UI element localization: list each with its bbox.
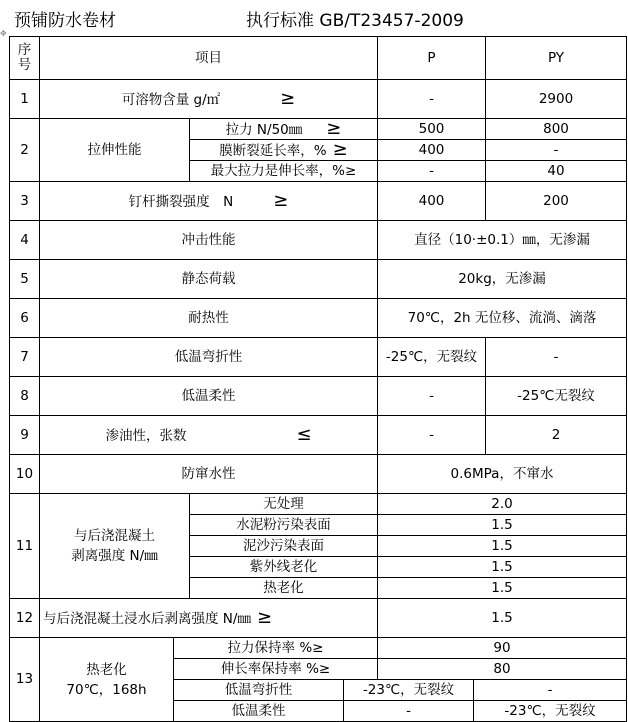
row-number: 11 (10, 494, 40, 599)
table-row (10, 221, 627, 260)
shared-value: 0.6MPa，不窜水 (378, 455, 627, 494)
row-number: 8 (10, 377, 40, 416)
p-value: - (378, 161, 486, 182)
p-value: - (378, 377, 486, 416)
row-number: 5 (10, 260, 40, 299)
shared-value: 1.5 (378, 599, 627, 638)
header-no: 序 号 (10, 37, 40, 80)
row-item: 耐热性 (40, 299, 378, 338)
shared-value: 直径（10·±0.1）㎜，无渗漏 (378, 221, 627, 260)
row-item: 静态荷载 (40, 260, 378, 299)
p-value: - (378, 416, 486, 455)
py-value: 800 (486, 119, 627, 140)
sub-item: 泥沙污染表面 (190, 536, 378, 557)
sub-item: 低温柔性 (174, 701, 344, 722)
header-item: 项目 (40, 37, 378, 80)
row-number: 10 (10, 455, 40, 494)
sub-item: 低温弯折性 (174, 680, 344, 701)
shared-value: 1.5 (378, 578, 627, 599)
gte-symbol: ≥ (256, 606, 273, 628)
row-number: 13 (10, 638, 40, 722)
table-row (10, 377, 627, 416)
shared-value: 20kg，无渗漏 (378, 260, 627, 299)
py-value: - (486, 338, 627, 377)
sub-item: 热老化 (190, 578, 378, 599)
row-number: 2 (10, 119, 40, 182)
row-item: 低温弯折性 (40, 338, 378, 377)
sub-item: 伸长率保持率 %≥ (174, 659, 378, 680)
table-row (10, 119, 627, 140)
table-row (10, 338, 627, 377)
p-value: - (344, 701, 474, 722)
row-group: 热老化 70℃，168h (40, 638, 174, 722)
p-value: 500 (378, 119, 486, 140)
p-value: - (378, 80, 486, 119)
sub-item: 拉力 N/50㎜ ≥ (190, 119, 378, 140)
p-value: -25℃，无裂纹 (378, 338, 486, 377)
table-row (10, 80, 627, 119)
p-value: 400 (378, 182, 486, 221)
row-item: 防窜水性 (40, 455, 378, 494)
lte-symbol: ≤ (296, 423, 312, 445)
shared-value: 70℃，2h 无位移、流淌、滴落 (378, 299, 627, 338)
py-value: -23℃，无裂纹 (474, 701, 627, 722)
p-value: 400 (378, 140, 486, 161)
sub-item: 紫外线老化 (190, 557, 378, 578)
row-item: 与后浇混凝土浸水后剥离强度 N/㎜ ≥ (40, 599, 378, 638)
table-row (10, 455, 627, 494)
table-row (10, 638, 627, 659)
table-move-handle-icon[interactable]: ✥ (0, 29, 7, 38)
header-p: P (378, 37, 486, 80)
shared-value: 80 (378, 659, 627, 680)
p-value: -23℃，无裂纹 (344, 680, 474, 701)
document-title: 预铺防水卷材 (14, 11, 116, 31)
shared-value: 1.5 (378, 557, 627, 578)
py-value: -25℃无裂纹 (486, 377, 627, 416)
py-value: 2900 (486, 80, 627, 119)
spec-table (9, 36, 627, 722)
shared-value: 2.0 (378, 494, 627, 515)
py-value: 40 (486, 161, 627, 182)
shared-value: 90 (378, 638, 627, 659)
sub-item: 膜断裂延长率，% ≥ (190, 140, 378, 161)
standard-reference: 执行标准 GB/T23457-2009 (246, 11, 464, 31)
row-item: 钉杆撕裂强度 N ≥ (40, 182, 378, 221)
row-group: 拉伸性能 (40, 119, 190, 182)
row-item: 渗油性，张数 ≤ (40, 416, 378, 455)
shared-value: 1.5 (378, 536, 627, 557)
py-value: - (474, 680, 627, 701)
gte-symbol: ≥ (280, 87, 296, 109)
py-value: - (486, 140, 627, 161)
table-row (10, 299, 627, 338)
table-row (10, 182, 627, 221)
table-header-row (10, 37, 627, 80)
py-value: 2 (486, 416, 627, 455)
row-group: 与后浇混凝土 剥离强度 N/㎜ (40, 494, 190, 599)
sub-item: 拉力保持率 %≥ (174, 638, 378, 659)
row-number: 7 (10, 338, 40, 377)
table-row (10, 494, 627, 515)
document-header (0, 0, 628, 34)
table-row (10, 260, 627, 299)
row-number: 1 (10, 80, 40, 119)
sub-item: 水泥粉污染表面 (190, 515, 378, 536)
table-row (10, 416, 627, 455)
row-item: 低温柔性 (40, 377, 378, 416)
row-number: 6 (10, 299, 40, 338)
sub-item: 最大拉力是伸长率，%≥ (190, 161, 378, 182)
table-row (10, 599, 627, 638)
header-py: PY (486, 37, 627, 80)
row-number: 3 (10, 182, 40, 221)
py-value: 200 (486, 182, 627, 221)
row-item: 可溶物含量 g/㎡ ≥ (40, 80, 378, 119)
shared-value: 1.5 (378, 515, 627, 536)
row-number: 4 (10, 221, 40, 260)
sub-item: 无处理 (190, 494, 378, 515)
gte-symbol: ≥ (273, 189, 289, 211)
row-number: 12 (10, 599, 40, 638)
row-item: 冲击性能 (40, 221, 378, 260)
row-number: 9 (10, 416, 40, 455)
